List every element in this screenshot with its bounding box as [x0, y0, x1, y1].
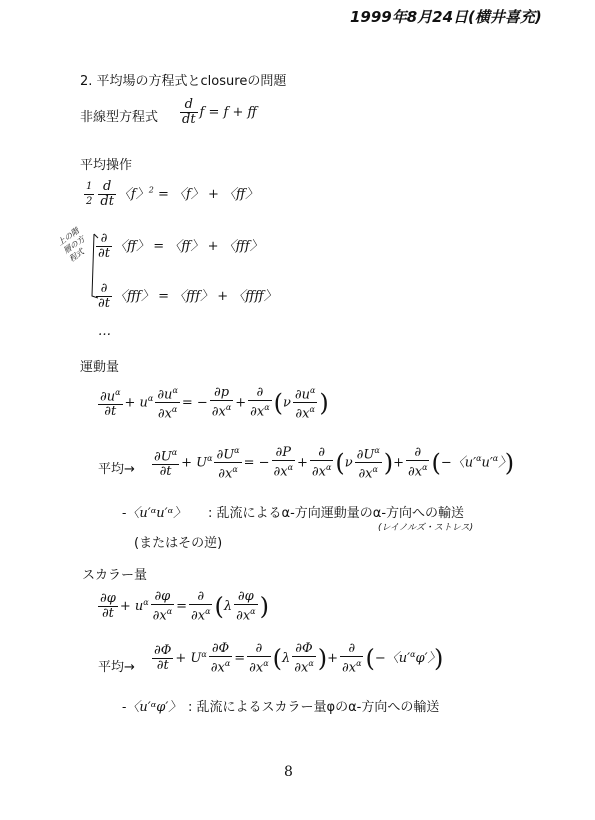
section-title: 2. 平均場の方程式とclosureの問題	[80, 74, 287, 89]
averaging-label: 平均操作	[80, 158, 133, 173]
averaging-eq1: $\frac{1}{2}$ $\frac{d}{dt}$ 〈f〉$^2$ = 〈f〉 + 〈ff〉	[86, 179, 259, 209]
bracket-lines	[84, 232, 104, 302]
scalar-equation: $\frac{\partial\varphi}{\partial t}$ + $u^\alpha$ $\frac{\partial\varphi}{\partial x^\alpha}$ = $\frac{\partial}{\partial x^\alpha}$ (λ $\frac{\partial\varphi}{\partial x^\alpha}$ )	[100, 589, 269, 624]
date-signature: 1999年8月24日(横井喜充)	[350, 8, 542, 26]
averaging-eq3-rhs: 〈fff〉 = 〈fff〉 + 〈ffff〉	[113, 289, 277, 304]
averaging-eq3: $\frac{\partial}{\partial t}$ 〈fff〉 = 〈fff〉 + 〈ffff〉	[98, 281, 277, 311]
side-note: 上の階層の方程式	[56, 226, 87, 264]
nonlinear-label: 非線型方程式	[80, 110, 159, 125]
scalar-avg-equation: $\frac{\partial\Phi}{\partial t}$ + $U^\alpha$ $\frac{\partial\Phi}{\partial x^\alpha}$ = $\frac{\partial}{\partial x^\alpha}$ (λ $\frac{\partial\Phi}{\partial x^\alpha}$ )+ $\frac{\partial}{\partial x^\alpha}$ (−〈$u'^\alpha\varphi'$〉)	[154, 641, 444, 676]
scalar-flux-term: -〈u′ᵅφ′〉	[122, 700, 182, 715]
momentum-avg-label: 平均→	[98, 462, 135, 477]
averaging-eq2: $\frac{\partial}{\partial t}$ 〈ff〉 = 〈ff〉 + 〈fff〉	[98, 231, 263, 261]
momentum-label: 運動量	[80, 360, 120, 375]
momentum-flux-desc: : 乱流によるα-方向運動量のα-方向への輸送	[208, 506, 465, 521]
reynolds-stress-note: (レイノルズ・ストレス)	[378, 523, 474, 533]
averaging-eq2-rhs: 〈ff〉 = 〈ff〉 + 〈fff〉	[113, 239, 263, 254]
reverse-note: (またはその逆)	[134, 536, 223, 551]
momentum-avg-equation: $\frac{\partial U^\alpha}{\partial t}$ + $U^\alpha$ $\frac{\partial U^\alpha}{\partial x^\alpha}$ = − $\frac{\partial P}{\partial x^\alpha}$ + $\frac{\partial}{\partial x^\alpha}$ (ν $\frac{\partial U^\alpha}{\partial x^\alpha}$ )+ $\frac{\partial}{\partial x^\alpha}$ (−〈$u'^\alpha u'^\alpha$〉)	[154, 445, 515, 482]
ellipsis: …	[98, 324, 111, 339]
nonlinear-rhs: f = f + ff	[199, 105, 257, 120]
scalar-avg-label: 平均→	[98, 660, 135, 675]
nonlinear-equation: $\frac{d}{dt}$ f = f + ff	[182, 97, 257, 127]
scalar-flux-desc: : 乱流によるスカラー量φのα-方向への輸送	[188, 700, 440, 715]
page-number: 8	[284, 764, 293, 780]
momentum-flux-term: -〈u′ᵅu′ᵅ〉	[122, 506, 187, 521]
scalar-label: スカラー量	[82, 568, 148, 583]
momentum-equation: $\frac{\partial u^\alpha}{\partial t}$ + $u^\alpha$ $\frac{\partial u^\alpha}{\partial x^\alpha}$ = − $\frac{\partial p}{\partial x^\alpha}$ + $\frac{\partial}{\partial x^\alpha}$ (ν $\frac{\partial u^\alpha}{\partial x^\alpha}$ )	[100, 385, 329, 422]
averaging-eq1-rhs: 〈f〉 + 〈ff〉	[173, 187, 259, 202]
